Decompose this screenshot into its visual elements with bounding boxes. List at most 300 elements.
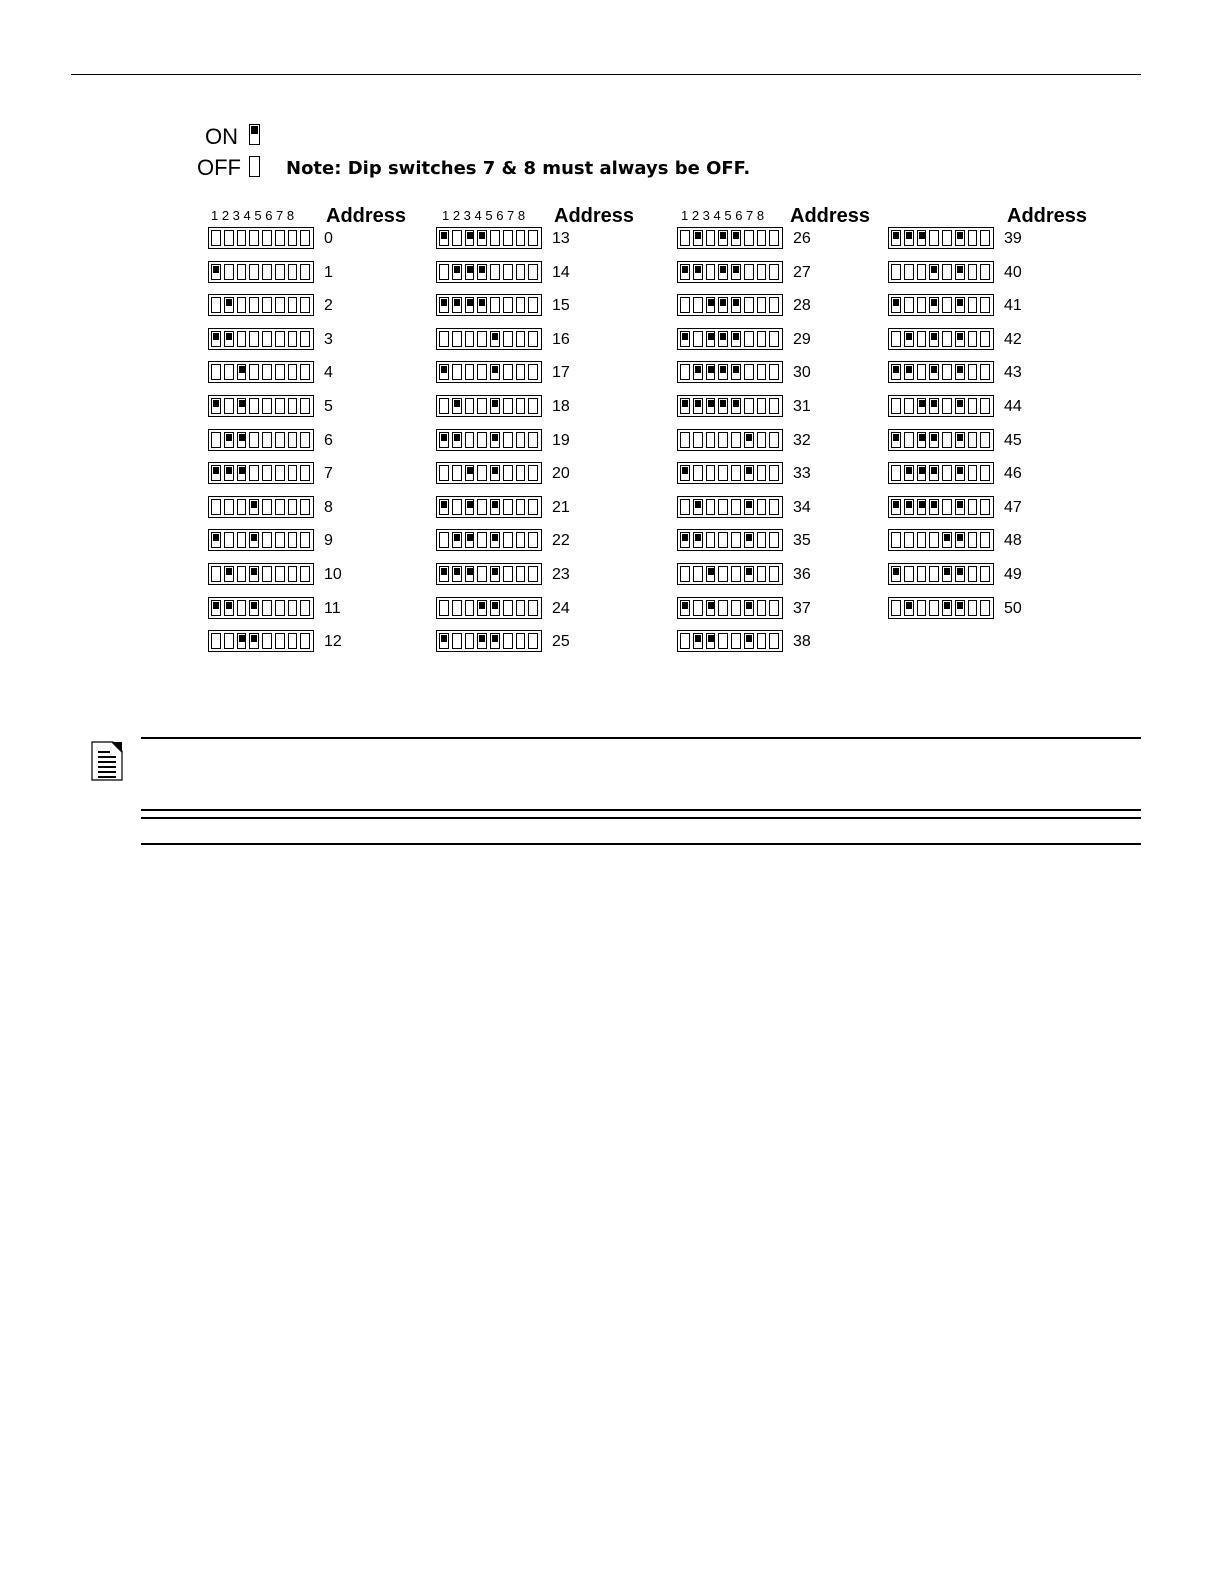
address-row [208,563,428,587]
dip-switch-7-off [757,633,767,649]
address-value: 48 [1004,532,1022,550]
address-value: 15 [552,297,570,315]
address-value: 46 [1004,465,1022,483]
dip-switch-1-on [439,566,449,582]
dip-switch-2-on [693,230,703,246]
dip-switch-4-on [718,398,728,414]
dip-switch-4-on [249,566,259,582]
dip-switch-6-on [744,499,754,515]
dip-switch-3-off [706,432,716,448]
dip-switch-block [208,294,314,316]
dip-switch-5-on [490,465,500,481]
dip-switch-3-off [237,600,247,616]
dip-switch-2-on [224,465,234,481]
dip-switch-1-off [211,297,221,313]
dip-switch-7-off [968,600,978,616]
dip-switch-3-off [465,364,475,380]
address-row [677,597,897,621]
dip-switch-2-off [904,297,914,313]
dip-switch-7-off [516,331,526,347]
dip-switch-5-off [262,499,272,515]
dip-switch-2-on [224,600,234,616]
dip-switch-2-on [693,532,703,548]
dip-switch-6-off [503,465,513,481]
dip-switch-8-off [980,600,990,616]
dip-switch-1-off [891,600,901,616]
header-rule [71,74,1141,75]
dip-switch-6-off [275,432,285,448]
address-row [436,429,656,453]
dip-switch-7-off [757,398,767,414]
address-value: 20 [552,465,570,483]
address-row [888,328,1108,352]
dip-switch-7-off [757,600,767,616]
dip-switch-2-on [224,297,234,313]
dip-switch-block [677,462,783,484]
dip-switch-7-off [288,600,298,616]
dip-switch-3-on [465,465,475,481]
dip-switch-block [208,529,314,551]
dip-switch-3-off [465,432,475,448]
dip-switch-block [208,462,314,484]
legend-off-label: OFF [197,155,241,180]
dip-switch-1-off [680,230,690,246]
dip-switch-7-off [288,532,298,548]
dip-switch-4-on [929,331,939,347]
dip-switch-5-on [490,432,500,448]
address-value: 1 [324,263,333,281]
address-row [208,361,428,385]
address-row [888,227,1108,251]
address-value: 36 [793,566,811,583]
dip-switch-8-off [980,566,990,582]
dip-switch-2-off [452,633,462,649]
dip-switch-8-off [769,398,779,414]
dip-switch-6-on [955,331,965,347]
address-value: 4 [324,364,333,382]
address-value: 12 [324,633,342,651]
dip-switch-8-off [300,465,310,481]
dip-switch-1-off [891,331,901,347]
dip-switch-5-on [490,364,500,380]
dip-switch-3-off [917,566,927,582]
dip-switch-8-off [528,600,538,616]
dip-switch-8-off [528,633,538,649]
dip-switch-5-off [942,398,952,414]
dip-switch-1-on [211,264,221,280]
dip-switch-4-off [718,432,728,448]
dip-switch-1-off [891,264,901,280]
address-value: 5 [324,398,333,415]
dip-switch-5-off [731,499,741,515]
dip-switch-1-on [680,398,690,414]
dip-switch-6-off [275,331,285,347]
address-row [677,395,897,419]
dip-switch-1-off [211,230,221,246]
address-value: 13 [552,230,570,247]
dip-switch-8-off [528,432,538,448]
dip-switch-1-on [891,566,901,582]
dip-switch-7-off [757,465,767,481]
dip-switch-7-off [516,633,526,649]
address-row [888,597,1108,621]
dip-switch-1-on [680,600,690,616]
dip-switch-block [888,395,994,417]
dip-switch-5-off [490,230,500,246]
dip-switch-4-on [929,297,939,313]
note-bottom-rule [141,809,1141,811]
dip-switch-2-off [452,499,462,515]
dip-switch-7-off [968,532,978,548]
dip-switch-2-off [224,398,234,414]
dip-switch-6-off [275,230,285,246]
dip-switch-5-on [731,297,741,313]
dip-switch-6-on [955,499,965,515]
dip-switch-4-on [929,364,939,380]
dip-switch-6-off [275,364,285,380]
dip-switch-7-off [516,398,526,414]
address-value: 39 [1004,230,1022,247]
address-row [436,529,656,553]
dip-switch-5-off [262,532,272,548]
dip-switch-1-off [211,432,221,448]
dip-switch-block [677,328,783,350]
dip-switch-3-on [706,600,716,616]
address-value: 0 [324,230,333,247]
dip-switch-8-off [769,499,779,515]
address-row [436,462,656,486]
dip-switch-3-off [237,264,247,280]
dip-switch-6-off [275,499,285,515]
dip-switch-block [208,597,314,619]
dip-switch-3-off [465,633,475,649]
dip-switch-3-on [917,398,927,414]
dip-switch-7-off [516,600,526,616]
dip-switch-1-on [891,499,901,515]
dip-switch-3-off [237,297,247,313]
dip-switch-7-off [516,297,526,313]
dip-switch-2-off [452,364,462,380]
dip-switch-block [677,395,783,417]
dip-switch-1-off [211,566,221,582]
dip-switch-block [208,261,314,283]
dip-switch-3-on [917,499,927,515]
dip-switch-4-on [477,600,487,616]
address-value: 33 [793,465,811,483]
address-value: 9 [324,532,333,550]
dip-switch-block [208,496,314,518]
switch-number-header: 1 2 3 4 5 6 7 8 [681,208,765,223]
dip-switch-7-off [288,432,298,448]
address-value: 3 [324,330,333,348]
dip-switch-5-on [490,633,500,649]
address-value: 41 [1004,297,1022,315]
address-row [677,529,897,553]
address-row [436,328,656,352]
dip-switch-4-off [929,566,939,582]
dip-switch-3-on [237,633,247,649]
dip-switch-block [208,395,314,417]
dip-switch-5-off [942,432,952,448]
dip-switch-block [436,294,542,316]
dip-switch-7-off [968,566,978,582]
address-row [677,328,897,352]
dip-switch-block [436,630,542,652]
address-value: 8 [324,498,333,516]
dip-switch-block [888,529,994,551]
dip-switch-8-off [769,465,779,481]
dip-switch-block [436,328,542,350]
dip-switch-3-off [917,264,927,280]
dip-switch-2-off [904,532,914,548]
dip-switch-4-on [477,230,487,246]
address-value: 26 [793,230,811,247]
dip-switch-5-off [731,633,741,649]
note-top-rule [141,737,1141,739]
dip-switch-block [677,597,783,619]
dip-switch-6-off [744,264,754,280]
dip-switch-8-off [300,566,310,582]
dip-switch-7-off [288,499,298,515]
dip-switch-5-on [490,532,500,548]
address-value: 10 [324,566,342,583]
dip-switch-6-off [503,600,513,616]
switch-number-header: 1 2 3 4 5 6 7 8 [442,208,526,223]
dip-switch-5-off [262,364,272,380]
dip-switch-2-on [693,364,703,380]
dip-switch-4-off [718,600,728,616]
dip-switch-5-on [490,566,500,582]
dip-switch-7-off [516,230,526,246]
dip-switch-1-off [439,465,449,481]
address-value: 6 [324,431,333,449]
dip-switch-7-off [968,398,978,414]
dip-switch-8-off [300,532,310,548]
dip-switch-1-on [680,532,690,548]
address-value: 34 [793,498,811,516]
dip-switch-block [677,429,783,451]
dip-switch-4-off [718,499,728,515]
dip-switch-4-off [718,566,728,582]
dip-switch-1-on [439,633,449,649]
dip-switch-3-on [706,398,716,414]
dip-switch-block [888,462,994,484]
section-rule [141,817,1141,819]
dip-switch-1-off [211,633,221,649]
dip-switch-2-off [904,398,914,414]
dip-switch-2-off [224,264,234,280]
dip-switch-7-off [516,465,526,481]
dip-switch-1-off [680,297,690,313]
address-header: Address [790,205,871,227]
dip-switch-5-on [490,600,500,616]
dip-switch-6-off [503,297,513,313]
dip-switch-2-off [224,230,234,246]
address-row [888,462,1108,486]
dip-switch-block [436,227,542,249]
legend-off-switch-icon [249,156,260,177]
dip-switch-4-on [477,297,487,313]
dip-switch-3-off [465,398,475,414]
dip-switch-4-on [718,364,728,380]
dip-switch-6-off [744,297,754,313]
dip-switch-2-off [904,432,914,448]
dip-switch-5-on [942,532,952,548]
dip-switch-1-on [680,264,690,280]
dip-switch-7-off [968,230,978,246]
address-row [677,361,897,385]
dip-switch-4-on [249,600,259,616]
dip-switch-7-off [757,264,767,280]
dip-switch-block [677,529,783,551]
dip-switch-7-off [757,532,767,548]
dip-switch-4-off [249,398,259,414]
dip-switch-1-off [211,364,221,380]
address-value: 37 [793,599,811,617]
address-value: 2 [324,297,333,315]
address-value: 21 [552,498,570,516]
switch-number-header: 1 2 3 4 5 6 7 8 [211,208,295,223]
dip-switch-6-on [955,264,965,280]
address-value: 45 [1004,431,1022,449]
dip-switch-3-off [917,331,927,347]
dip-switch-4-off [477,465,487,481]
dip-switch-7-off [968,331,978,347]
dip-switch-7-off [288,566,298,582]
dip-switch-block [436,261,542,283]
dip-switch-4-on [249,532,259,548]
dip-switch-4-on [929,432,939,448]
dip-switch-8-off [769,230,779,246]
section-rule-lower [141,843,1141,845]
dip-switch-1-off [680,364,690,380]
dip-switch-2-off [904,264,914,280]
dip-switch-3-on [237,398,247,414]
dip-switch-8-off [528,532,538,548]
dip-switch-3-on [706,297,716,313]
dip-switch-6-off [503,566,513,582]
dip-switch-1-off [439,600,449,616]
address-row [888,429,1108,453]
dip-switch-5-off [731,532,741,548]
dip-switch-8-off [528,264,538,280]
dip-switch-1-on [211,331,221,347]
dip-switch-8-off [980,499,990,515]
dip-switch-4-off [477,331,487,347]
dip-switch-1-on [211,600,221,616]
address-row [888,361,1108,385]
dip-switch-7-off [757,331,767,347]
dip-switch-8-off [528,331,538,347]
dip-switch-3-off [237,566,247,582]
address-row [208,630,428,654]
address-value: 28 [793,297,811,315]
dip-switch-7-off [516,264,526,280]
dip-switch-2-on [452,264,462,280]
dip-switch-block [436,563,542,585]
dip-switch-2-off [452,331,462,347]
dip-switch-4-off [249,264,259,280]
dip-switch-3-off [237,331,247,347]
dip-switch-2-off [904,566,914,582]
address-row [208,395,428,419]
dip-switch-6-on [744,532,754,548]
dip-switch-8-off [980,331,990,347]
dip-switch-3-on [465,230,475,246]
dip-switch-8-off [980,297,990,313]
dip-switch-block [208,630,314,652]
dip-switch-block [677,496,783,518]
dip-switch-6-off [503,398,513,414]
dip-switch-4-off [718,465,728,481]
dip-switch-2-off [224,364,234,380]
dip-switch-5-off [262,264,272,280]
dip-switch-8-off [528,398,538,414]
dip-switch-4-on [929,264,939,280]
dip-switch-2-on [452,297,462,313]
dip-switch-2-on [452,398,462,414]
dip-switch-2-on [452,532,462,548]
dip-switch-2-on [452,566,462,582]
dip-switch-5-on [490,331,500,347]
dip-switch-1-off [680,566,690,582]
dip-switch-5-off [490,297,500,313]
dip-switch-8-off [300,432,310,448]
dip-switch-3-on [917,230,927,246]
dip-switch-block [208,429,314,451]
dip-switch-6-on [955,364,965,380]
dip-switch-6-on [955,230,965,246]
dip-switch-block [888,294,994,316]
dip-switch-8-off [769,297,779,313]
dip-switch-5-on [942,600,952,616]
dip-switch-1-on [211,398,221,414]
address-row [436,227,656,251]
dip-switch-1-on [680,465,690,481]
dip-switch-4-off [929,532,939,548]
address-header: Address [1007,205,1088,227]
dip-switch-8-off [300,600,310,616]
address-row [208,328,428,352]
address-value: 17 [552,364,570,382]
dip-switch-5-off [262,566,272,582]
legend-on-label: ON [205,124,238,149]
dip-switch-4-on [477,633,487,649]
dip-switch-4-on [718,331,728,347]
dip-switch-5-off [262,465,272,481]
dip-switch-8-off [300,297,310,313]
dip-switch-3-off [706,264,716,280]
dip-switch-6-off [503,532,513,548]
dip-switch-5-on [942,566,952,582]
dip-switch-6-on [955,432,965,448]
dip-switch-1-off [680,499,690,515]
dip-switch-6-on [955,297,965,313]
dip-switch-block [436,429,542,451]
dip-switch-4-off [477,566,487,582]
dip-switch-1-on [439,364,449,380]
dip-switch-3-on [465,297,475,313]
address-row [677,261,897,285]
address-header: Address [326,205,407,227]
dip-switch-4-off [249,230,259,246]
dip-switch-2-off [693,465,703,481]
dip-switch-5-on [490,499,500,515]
dip-switch-2-off [452,465,462,481]
dip-switch-4-off [477,432,487,448]
dip-switch-3-off [706,465,716,481]
dip-switch-3-on [465,566,475,582]
